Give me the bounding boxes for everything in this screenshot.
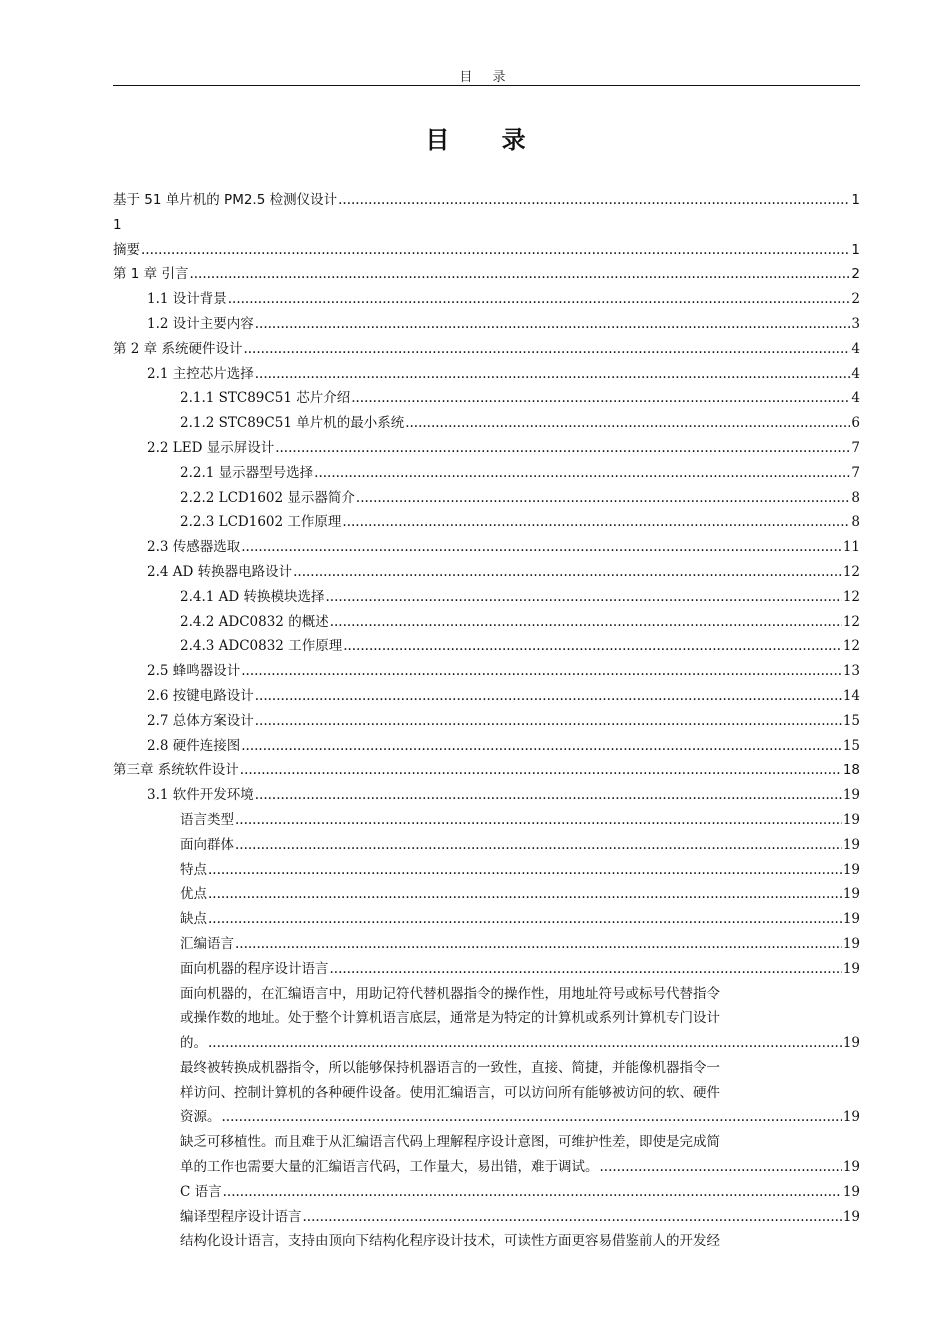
toc-entry[interactable] — [113, 535, 860, 560]
toc-entry-page-number: 19 — [842, 811, 860, 828]
toc-entry-page-number: 7 — [851, 439, 860, 456]
toc-entry-label: 2.4.1 AD 转换模块选择 — [180, 588, 325, 605]
toc-entry-label: 基于 51 单片机的 PM2.5 检测仪设计 — [113, 192, 338, 208]
toc-leader-dots — [223, 1180, 842, 1205]
toc-entry-page-number: 6 — [851, 415, 860, 432]
toc-entry-page-number: 12 — [842, 638, 860, 655]
toc-entry[interactable] — [113, 1180, 860, 1205]
toc-entry-label: 编译型程序设计语言 — [180, 1208, 302, 1225]
toc-entry-label: 2.4.2 ADC0832 的概述 — [180, 613, 329, 630]
toc-leader-dots — [351, 386, 850, 411]
toc-entry-label: 第 1 章 引言 — [113, 266, 189, 283]
toc-entry[interactable] — [113, 337, 860, 362]
toc-leader-dots — [255, 312, 851, 337]
toc-entry-label: 2.3 传感器选取 — [147, 539, 241, 556]
toc-entry-page-number: 11 — [842, 539, 860, 556]
toc-entry-label: 2.2 LED 显示屏设计 — [147, 439, 275, 456]
toc-leader-dots — [330, 957, 842, 982]
toc-leader-dots — [405, 411, 850, 436]
toc-entry-page-number: 4 — [851, 390, 860, 407]
toc-entry-page-number: 19 — [842, 935, 860, 952]
toc-entry-page-number: 19 — [842, 1035, 860, 1052]
toc-entry-page-number: 19 — [842, 886, 860, 903]
toc-leader-dots — [255, 362, 851, 387]
toc-entry[interactable] — [113, 634, 860, 659]
toc-entry-label: 摘要 — [113, 241, 140, 258]
toc-leader-dots — [228, 287, 851, 312]
toc-leader-dots — [243, 337, 850, 362]
toc-entry-page-number: 19 — [842, 1109, 860, 1126]
toc-entry[interactable] — [113, 659, 860, 684]
toc-paragraph-line: 结构化设计语言，支持由顶向下结构化程序设计技术，可读性方面更容易借鉴前人的开发经 — [180, 1233, 720, 1250]
toc-entry-label: 2.2.2 LCD1602 显示器简介 — [180, 489, 355, 506]
toc-entry[interactable] — [113, 833, 860, 858]
toc-entry[interactable] — [113, 510, 860, 535]
toc-leader-dots — [343, 634, 842, 659]
toc-leader-dots — [241, 535, 842, 560]
toc-entry-label: 2.2.1 显示器型号选择 — [180, 464, 314, 481]
toc-leader-dots — [241, 734, 842, 759]
toc-paragraph-line: 面向机器的，在汇编语言中，用助记符代替机器指令的操作性，用地址符号或标号代替指令 — [180, 985, 720, 1002]
toc-entry-page-number: 1 — [851, 192, 860, 208]
toc-leader-dots — [303, 1205, 842, 1230]
toc-entry[interactable] — [113, 312, 860, 337]
toc-entry-page-number: 15 — [842, 712, 860, 729]
toc-entry-page-number: 19 — [842, 787, 860, 804]
toc-leader-dots — [275, 436, 850, 461]
toc-leader-dots — [208, 882, 842, 907]
toc-leader-dots — [241, 659, 842, 684]
toc-entry[interactable] — [113, 610, 860, 635]
toc-entry-page-number: 15 — [842, 737, 860, 754]
toc-paragraph-line: 或操作数的地址。处于整个计算机语言底层，通常是为特定的计算机或系列计算机专门设计 — [180, 1010, 720, 1027]
toc-entry-label: 第 2 章 系统硬件设计 — [113, 340, 243, 357]
toc-entry-label: 2.1.1 STC89C51 芯片介绍 — [180, 390, 351, 407]
toc-entry[interactable] — [113, 461, 860, 486]
toc-entry-page-number: 4 — [851, 365, 860, 382]
toc-entry-label: 汇编语言 — [180, 935, 234, 952]
toc-entry[interactable] — [113, 684, 860, 709]
toc-entry-page-number: 14 — [842, 687, 860, 704]
toc-entry-page-number: 12 — [842, 563, 860, 580]
toc-leader-dots — [208, 858, 842, 883]
toc-entry-page-number: 8 — [851, 514, 860, 531]
toc-entry-page-number: 3 — [851, 315, 860, 332]
toc-leader-dots — [235, 932, 842, 957]
toc-entry-page-number: 1 — [851, 241, 860, 258]
toc-leader-dots — [255, 783, 842, 808]
toc-entry[interactable] — [113, 882, 860, 907]
toc-paragraph-entry[interactable] — [113, 1130, 860, 1180]
toc-entry[interactable] — [113, 188, 860, 213]
toc-entry[interactable] — [113, 411, 860, 436]
toc-entry-page-number: 12 — [842, 588, 860, 605]
toc-paragraph-entry[interactable] — [113, 1229, 860, 1254]
toc-entry-label: 2.4 AD 转换器电路设计 — [147, 563, 293, 580]
toc-leader-dots — [356, 486, 850, 511]
page-title: 目 录 — [425, 125, 548, 154]
toc-leader-dots — [330, 610, 842, 635]
toc-entry[interactable] — [113, 783, 860, 808]
toc-entry-label: 资源。 — [180, 1109, 221, 1126]
toc-entry-label: 语言类型 — [180, 811, 234, 828]
toc-entry-page-number: 19 — [842, 861, 860, 878]
toc-entry[interactable] — [113, 362, 860, 387]
toc-entry-page-number: 19 — [842, 1159, 860, 1176]
toc-entry[interactable] — [113, 758, 860, 783]
toc-leader-dots — [293, 560, 842, 585]
toc-leader-dots — [189, 262, 850, 287]
page-header: 目 录 — [459, 70, 514, 85]
toc-entry[interactable] — [180, 1105, 860, 1130]
toc-leader-dots — [255, 684, 842, 709]
toc-leader-dots — [222, 1105, 842, 1130]
toc-leader-dots — [235, 808, 842, 833]
toc-entry[interactable] — [113, 560, 860, 585]
toc-entry[interactable] — [113, 709, 860, 734]
toc-entry-label: 优点 — [180, 886, 207, 903]
toc-entry-label: 2.6 按键电路设计 — [147, 687, 254, 704]
toc-leader-dots — [208, 907, 842, 932]
toc-leader-dots — [342, 510, 850, 535]
toc-entry[interactable] — [113, 386, 860, 411]
toc-entry-label: 单的工作也需要大量的汇编语言代码，工作量大，易出错，难于调试。 — [180, 1159, 599, 1176]
toc-entry[interactable] — [113, 907, 860, 932]
toc-entry-page-number: 13 — [842, 663, 860, 680]
toc-entry-label: 2.4.3 ADC0832 工作原理 — [180, 638, 343, 655]
toc-entry[interactable] — [113, 287, 860, 312]
toc-entry-label: 1.2 设计主要内容 — [147, 315, 254, 332]
toc-entry[interactable] — [113, 808, 860, 833]
toc-entry-label: 2.2.3 LCD1602 工作原理 — [180, 514, 342, 531]
toc-entry[interactable] — [180, 1155, 860, 1180]
toc-entry-page-number: 19 — [842, 1183, 860, 1200]
toc-entry-page-number: 7 — [851, 464, 860, 481]
toc-entry-label: 2.8 硬件连接图 — [147, 737, 241, 754]
toc-leader-dots — [141, 238, 850, 263]
toc-leader-dots — [240, 758, 842, 783]
toc-paragraph-entry[interactable] — [113, 1056, 860, 1130]
toc-entry-label: 面向机器的程序设计语言 — [180, 960, 329, 977]
toc-entry-label: 2.7 总体方案设计 — [147, 712, 254, 729]
toc-entry-page-number: 2 — [851, 266, 860, 283]
toc-entry[interactable] — [113, 734, 860, 759]
toc-entry-label: 3.1 软件开发环境 — [147, 787, 254, 804]
toc-entry[interactable] — [113, 957, 860, 982]
toc-leader-dots — [326, 585, 842, 610]
toc-entry-page-number: 18 — [842, 762, 860, 779]
toc-leader-dots — [314, 461, 850, 486]
toc-entry[interactable] — [113, 1205, 860, 1230]
toc-entry-page-number: 12 — [842, 613, 860, 630]
toc-entry-page-number: 8 — [851, 489, 860, 506]
toc-entry-label: 特点 — [180, 861, 207, 878]
toc-entry-page-number: 19 — [842, 836, 860, 853]
toc-entry-page-number: 2 — [851, 291, 860, 308]
toc-paragraph-line: 缺乏可移植性。而且难于从汇编语言代码上理解程序设计意图，可维护性差，即使是完成简 — [180, 1134, 720, 1151]
toc-stray-text: 1 — [113, 216, 122, 233]
toc-entry[interactable] — [113, 585, 860, 610]
table-of-contents — [113, 188, 860, 1254]
toc-entry[interactable] — [113, 858, 860, 883]
toc-leader-dots — [235, 833, 842, 858]
toc-entry-label: 第三章 系统软件设计 — [113, 762, 239, 779]
toc-leader-dots — [208, 1031, 842, 1056]
toc-entry[interactable] — [113, 262, 860, 287]
toc-entry-page-number: 19 — [842, 960, 860, 977]
toc-entry-page-number: 19 — [842, 1208, 860, 1225]
toc-entry-label: 1.1 设计背景 — [147, 291, 227, 308]
toc-entry-label: 2.5 蜂鸣器设计 — [147, 663, 241, 680]
toc-entry-label: 2.1.2 STC89C51 单片机的最小系统 — [180, 415, 405, 432]
toc-entry[interactable] — [113, 932, 860, 957]
toc-paragraph-line: 最终被转换成机器指令，所以能够保持机器语言的一致性，直接、简捷，并能像机器指令一 — [180, 1059, 720, 1076]
toc-entry[interactable] — [113, 238, 860, 263]
toc-paragraph-line: 样访问、控制计算机的各种硬件设备。使用汇编语言，可以访问所有能够被访问的软、硬件 — [180, 1084, 720, 1101]
toc-entry-label: 面向群体 — [180, 836, 234, 853]
toc-entry-label: 2.1 主控芯片选择 — [147, 365, 254, 382]
toc-paragraph-entry[interactable] — [113, 982, 860, 1056]
toc-entry-page-number: 4 — [851, 340, 860, 357]
toc-entry-label: 缺点 — [180, 911, 207, 928]
toc-entry[interactable] — [113, 486, 860, 511]
toc-entry[interactable] — [113, 436, 860, 461]
toc-entry-label: 的。 — [180, 1035, 207, 1052]
toc-entry[interactable] — [180, 1031, 860, 1056]
toc-entry-page-number: 19 — [842, 911, 860, 928]
toc-leader-dots — [255, 709, 842, 734]
toc-leader-dots — [338, 188, 850, 213]
toc-leader-dots — [600, 1155, 842, 1180]
toc-entry-label: C 语言 — [180, 1183, 222, 1200]
header-divider — [113, 85, 860, 86]
